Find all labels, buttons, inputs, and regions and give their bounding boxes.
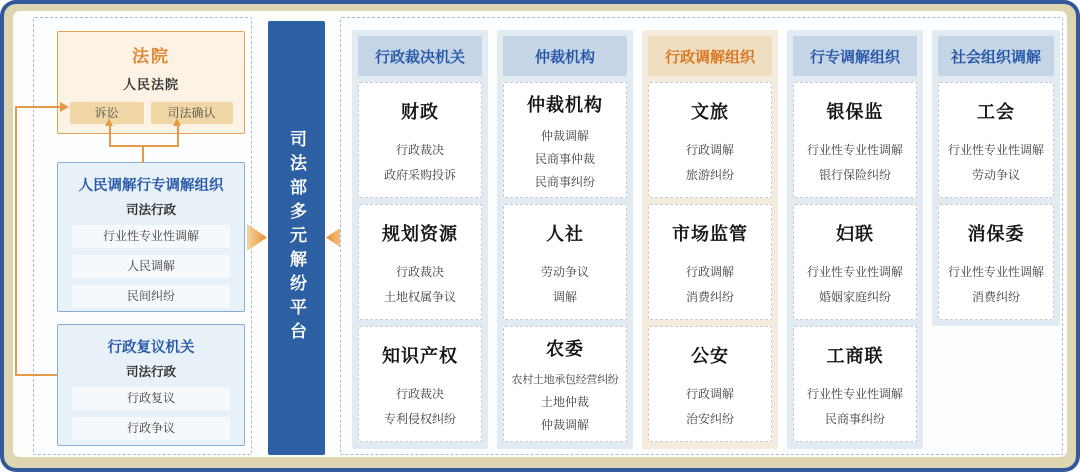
- org-card-line: 行业性专业性调解: [947, 264, 1044, 279]
- org-card-line: 民商事纠纷: [824, 411, 885, 426]
- column-header: 行政裁决机关: [358, 36, 482, 76]
- org-card: [503, 204, 627, 320]
- column-industry-mediation: [787, 30, 923, 449]
- org-card-title: 银保监: [826, 101, 884, 122]
- org-card-line: 行政调解: [685, 264, 734, 279]
- arrow-to-litigation-icon: [60, 102, 69, 112]
- org-card-line: 土地仲裁: [540, 395, 589, 409]
- column-cards: [938, 82, 1054, 320]
- org-card-line: 民商事纠纷: [534, 174, 595, 189]
- org-card-title: 市场监管: [672, 223, 748, 244]
- judicial-confirmation-chip: 司法确认: [151, 102, 233, 124]
- column-cards: [358, 82, 482, 442]
- org-card-line: 治安纠纷: [685, 411, 734, 426]
- admin-review-box: [57, 324, 245, 446]
- admin-review-title: 行政复议机关: [107, 340, 195, 356]
- org-card-line: 消费纠纷: [971, 289, 1020, 304]
- org-card-line: 银行保险纠纷: [818, 167, 891, 182]
- org-card-title: 农委: [546, 339, 584, 359]
- org-card-line: 行政裁决: [395, 142, 444, 157]
- org-card: [358, 326, 482, 442]
- org-card: [503, 326, 627, 442]
- connector-bottom-line: [15, 374, 57, 376]
- org-card: [793, 326, 917, 442]
- platform-label: 司法部多元解纷平台: [287, 130, 306, 346]
- org-card-line: 行业性专业性调解: [806, 386, 903, 401]
- court-title: 法院: [132, 47, 170, 66]
- admin-review-subtitle: 司法行政: [125, 365, 176, 379]
- org-card-line: 旅游纠纷: [685, 167, 734, 182]
- column-arbitration: [497, 30, 633, 449]
- org-card-line: 行业性专业性调解: [806, 142, 903, 157]
- column-header: 行专调解组织: [793, 36, 917, 76]
- platform-bar: [268, 21, 325, 455]
- column-social-mediation: [932, 30, 1060, 326]
- org-card-title: 文旅: [691, 101, 729, 122]
- court-button-row: [58, 102, 244, 124]
- org-card: [358, 204, 482, 320]
- arrow-up-confirmation-icon: [173, 118, 181, 126]
- org-card-line: 专利侵权纠纷: [383, 411, 456, 426]
- mediation-row: 民间纠纷: [72, 285, 230, 308]
- y-connector-right: [177, 126, 179, 146]
- mediation-org-subtitle: 司法行政: [125, 203, 176, 217]
- org-card-title: 妇联: [836, 223, 874, 244]
- review-row: 行政争议: [72, 417, 230, 440]
- org-card-title: 仲裁机构: [527, 94, 603, 115]
- org-card: [793, 204, 917, 320]
- org-card: [503, 82, 627, 198]
- org-card-line: 仲裁调解: [540, 418, 589, 432]
- column-header: 行政调解组织: [648, 36, 772, 76]
- arrow-up-litigation-icon: [105, 118, 113, 126]
- org-card-line: 民商事仲裁: [534, 151, 595, 166]
- org-card: [938, 204, 1054, 320]
- org-card: [938, 82, 1054, 198]
- mediation-org-box: [57, 162, 245, 312]
- org-card-line: 行政调解: [685, 142, 734, 157]
- org-card-title: 人社: [546, 223, 584, 244]
- org-card-line: 土地权属争议: [383, 289, 456, 304]
- org-card-title: 消保委: [967, 223, 1025, 244]
- org-card-line: 行政裁决: [395, 264, 444, 279]
- org-card: [358, 82, 482, 198]
- org-card-line: 调解: [552, 289, 577, 304]
- column-cards: [793, 82, 917, 442]
- review-row: 行政复议: [72, 387, 230, 410]
- org-card-line: 行业性专业性调解: [806, 264, 903, 279]
- org-card: [793, 82, 917, 198]
- org-card: [648, 82, 772, 198]
- org-card-title: 工会: [977, 101, 1015, 122]
- y-connector-bar: [109, 145, 179, 147]
- litigation-chip: 诉讼: [70, 102, 144, 124]
- column-admin-mediation: [642, 30, 778, 449]
- y-connector-stem: [142, 146, 144, 163]
- org-card-line: 行政调解: [685, 386, 734, 401]
- court-box: [57, 31, 245, 134]
- org-card-line: 政府采购投诉: [383, 167, 456, 182]
- org-card: [648, 204, 772, 320]
- column-cards: [503, 82, 627, 442]
- org-card-line: 行业性专业性调解: [947, 142, 1044, 157]
- org-card-title: 工商联: [826, 345, 884, 366]
- org-card-title: 规划资源: [382, 223, 458, 244]
- org-card-line: 农村土地承包经营纠纷: [511, 374, 619, 386]
- court-subtitle: 人民法院: [122, 77, 179, 92]
- org-card-line: 行政裁决: [395, 386, 444, 401]
- mediation-org-title: 人民调解行专调解组织: [78, 178, 224, 194]
- mediation-row: 行业性专业性调解: [72, 225, 230, 248]
- mediation-row: 人民调解: [72, 255, 230, 278]
- connector-vertical-line: [15, 106, 17, 376]
- y-connector-left: [109, 126, 111, 146]
- org-card-line: 仲裁调解: [540, 128, 589, 143]
- org-card-title: 公安: [691, 345, 729, 366]
- org-card-line: 消费纠纷: [685, 289, 734, 304]
- org-card-title: 财政: [401, 101, 439, 122]
- column-cards: [648, 82, 772, 442]
- column-header: 仲裁机构: [503, 36, 627, 76]
- org-card-title: 知识产权: [382, 345, 458, 366]
- org-card-line: 婚姻家庭纠纷: [818, 289, 891, 304]
- connector-top-line: [15, 106, 60, 108]
- org-card: [648, 326, 772, 442]
- org-card-line: 劳动争议: [540, 264, 589, 279]
- column-header: 社会组织调解: [938, 36, 1054, 76]
- org-card-line: 劳动争议: [971, 167, 1020, 182]
- column-admin-adjudication: [352, 30, 488, 449]
